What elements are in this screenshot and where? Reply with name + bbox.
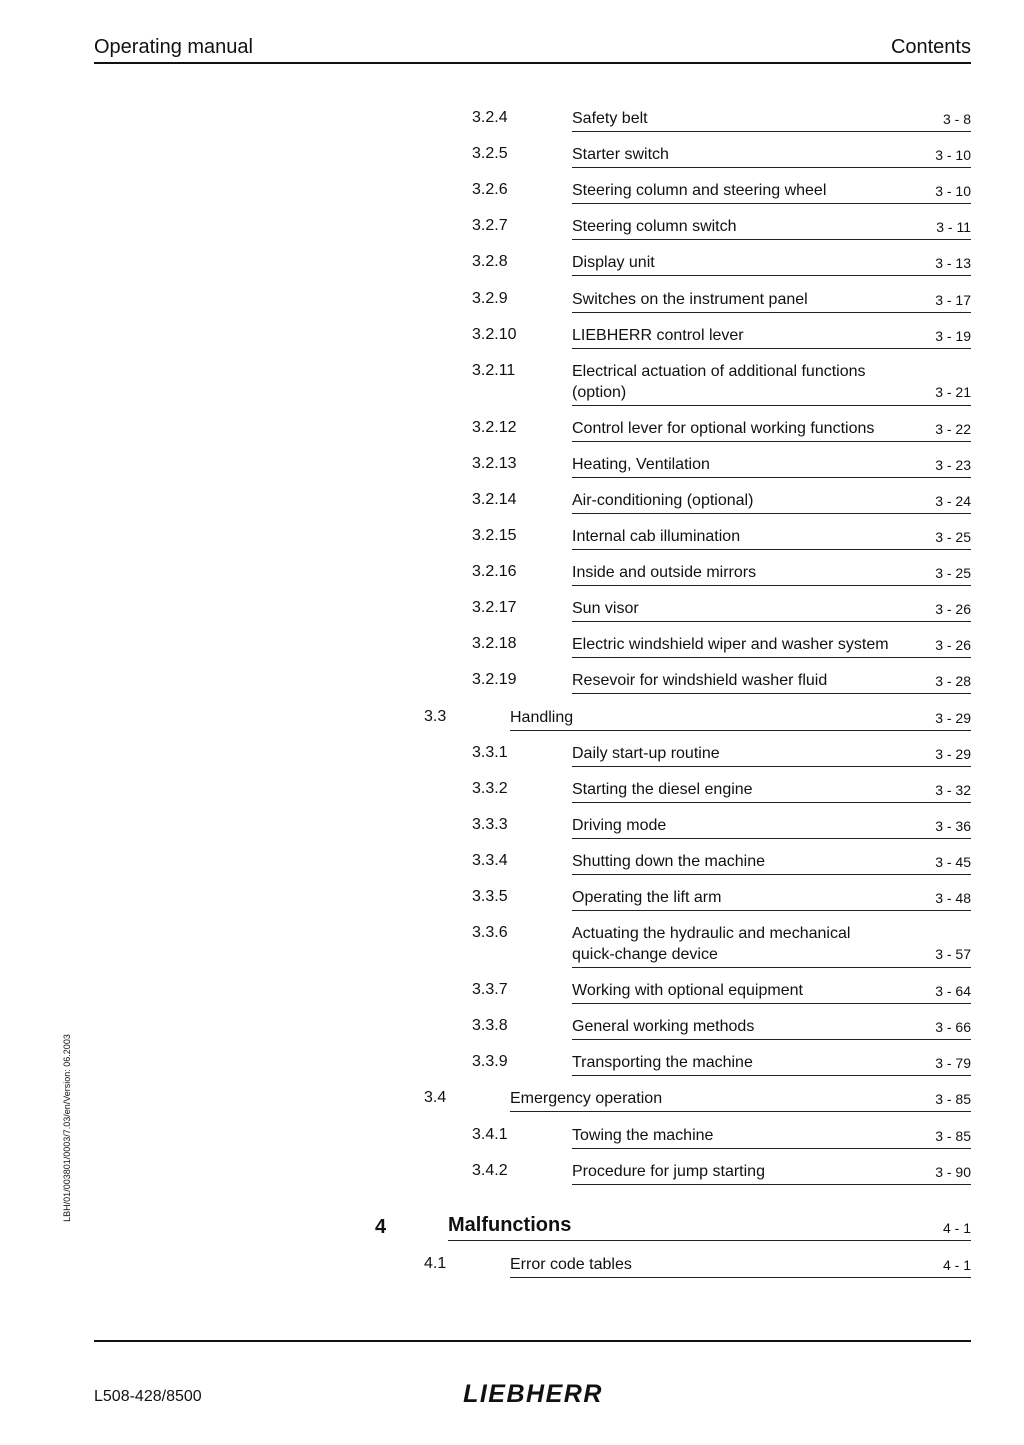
toc-entry-title: Daily start-up routine — [572, 744, 720, 762]
toc-entry-rule — [572, 1184, 971, 1185]
toc-entry-title: Heating, Ventilation — [572, 455, 710, 473]
toc-entry-number: 3.2.12 — [472, 418, 517, 436]
toc-entry-rule — [572, 766, 971, 767]
toc-entry-number: 3.3.4 — [472, 851, 508, 869]
liebherr-logo — [452, 1380, 614, 1406]
toc-entry-rule — [572, 513, 971, 514]
toc-entry-title: Procedure for jump starting — [572, 1162, 765, 1180]
toc-entry-title: Inside and outside mirrors — [572, 564, 757, 582]
toc-entry-number: 3.2.9 — [472, 289, 508, 307]
toc-entry-rule — [572, 1039, 971, 1040]
toc-entry-number: 3.2.4 — [472, 109, 508, 126]
toc-entry-page: 3 - 48 — [935, 890, 971, 906]
toc-entry-number: 4 — [375, 1215, 387, 1238]
toc-entry-rule — [572, 1003, 971, 1004]
toc-entry-page: 3 - 17 — [935, 291, 971, 308]
toc-entry-title: Control lever for optional working functions — [572, 419, 875, 437]
toc-entry-title: Starter switch — [572, 146, 669, 164]
footer-divider — [94, 1340, 971, 1342]
toc-entry-title: Error code tables — [510, 1255, 632, 1273]
toc-entry-page: 3 - 90 — [935, 1163, 971, 1180]
toc-entry-number: 3.3.9 — [472, 1053, 508, 1071]
toc-entry-title: Resevoir for windshield washer fluid — [572, 672, 828, 690]
toc-entry-number: 3.2.18 — [472, 635, 517, 653]
toc-entry-number: 3.2.14 — [472, 490, 517, 508]
toc-entry-page: 3 - 19 — [935, 327, 971, 344]
toc-entry-title: Internal cab illumination — [572, 528, 741, 545]
toc-entry-number: 3.2.17 — [472, 599, 517, 617]
toc-entry-page: 3 - 26 — [935, 601, 971, 618]
toc-entry-number: 3.2.11 — [472, 361, 516, 379]
model-number: L508-428/8500 — [94, 1388, 202, 1405]
toc-entry-page: 3 - 21 — [935, 383, 971, 400]
page-header — [94, 34, 971, 64]
toc-entry-page: 3 - 79 — [935, 1055, 971, 1072]
toc-entry-rule — [510, 730, 971, 731]
toc-entry-title: Sun visor — [572, 600, 639, 618]
toc-entry-page: 4 - 1 — [942, 1219, 971, 1236]
toc-entry-rule — [572, 693, 971, 694]
toc-entry-rule — [572, 838, 971, 839]
header-title: Operating manual — [94, 36, 253, 58]
toc-entry-page: 3 - 13 — [935, 255, 971, 272]
toc-entry-number: 3.2.19 — [472, 671, 517, 689]
toc-entry-title: Malfunctions — [448, 1213, 572, 1236]
toc-entry-page: 3 - 10 — [935, 183, 971, 200]
toc-entry-number: 3.3.3 — [472, 815, 508, 833]
toc-entry-rule — [572, 275, 971, 276]
toc-entry-rule — [572, 203, 971, 204]
toc-entry-rule — [572, 621, 971, 622]
toc-entry-rule — [572, 239, 971, 240]
toc-entry-number: 3.3.6 — [472, 924, 508, 942]
toc-entry-title: LIEBHERR control lever — [572, 326, 744, 344]
toc-entry-rule — [510, 1111, 971, 1112]
logo-text: LIEBHERR — [463, 1380, 603, 1406]
toc-entry-number: 3.2.16 — [472, 563, 517, 581]
toc-entry-title: Driving mode — [572, 816, 667, 834]
toc-entry-title: General working methods — [572, 1018, 755, 1036]
toc-entry-page: 3 - 57 — [935, 946, 971, 963]
toc-entry-page: 3 - 64 — [935, 983, 971, 1000]
toc-entry-title: Display unit — [572, 254, 655, 272]
toc-entry-rule — [572, 549, 971, 550]
toc-entry-rule — [572, 874, 971, 875]
toc-entry-title: Transporting the machine — [572, 1054, 753, 1072]
toc-entry-rule — [572, 131, 971, 132]
toc-entry-rule — [572, 585, 971, 586]
toc-entry-page: 3 - 25 — [935, 529, 971, 545]
toc-entry-page: 3 - 10 — [935, 147, 971, 164]
toc-entry-number: 3.4.1 — [472, 1125, 508, 1143]
toc-entry-page: 3 - 36 — [935, 817, 971, 834]
toc-entry-title: Steering column and steering wheel — [572, 182, 827, 200]
toc-entry-page: 3 - 85 — [935, 1127, 971, 1144]
toc-entry-page: 4 - 1 — [942, 1256, 971, 1273]
toc-entry-number: 4.1 — [424, 1254, 447, 1272]
toc-entry-page: 3 - 29 — [935, 745, 971, 762]
toc-entry-rule — [572, 441, 971, 442]
toc-entry-title: Air-conditioning (optional) — [572, 491, 754, 509]
toc-entry-number: 3.2.8 — [472, 253, 508, 271]
toc-entry-title: Steering column switch — [572, 218, 737, 236]
toc-entry-page: 3 - 85 — [935, 1091, 971, 1108]
toc-entry-number: 3.3.7 — [472, 981, 508, 999]
toc-entry-number: 3.2.7 — [472, 217, 508, 235]
toc-entry-page: 3 - 66 — [935, 1019, 971, 1036]
toc-entry-number: 3.3.1 — [472, 743, 508, 761]
toc-entry-title: Starting the diesel engine — [572, 780, 753, 798]
toc-entry-page: 3 - 23 — [935, 456, 971, 473]
toc-entry-rule — [572, 312, 971, 313]
toc-entry-title: Electrical actuation of additional functions (option) — [572, 362, 866, 401]
toc-entry-rule — [572, 1148, 971, 1149]
toc-entry-number: 3.2.13 — [472, 454, 517, 472]
toc-entry-page: 3 - 8 — [942, 111, 971, 127]
toc-entry-title: Electric windshield wiper and washer system — [572, 636, 889, 654]
toc-entry-page: 3 - 22 — [935, 420, 971, 437]
toc-entry-rule — [572, 348, 971, 349]
toc-entry-number: 3.2.5 — [472, 145, 508, 163]
toc-entry-rule — [448, 1240, 971, 1241]
toc-entry-page: 3 - 11 — [936, 219, 971, 236]
toc-entry-number: 3.3.2 — [472, 779, 508, 797]
toc-entry-page: 3 - 26 — [935, 637, 971, 654]
toc-entry-rule — [572, 405, 971, 406]
toc-entry-rule — [572, 910, 971, 911]
document-code: LBH/01/003801/0003/7.03/en/Version: 06.2003 — [62, 1034, 72, 1222]
toc-entry-page: 3 - 45 — [935, 853, 971, 870]
header-section: Contents — [890, 36, 971, 58]
toc-entry-number: 3.2.6 — [472, 181, 508, 199]
toc-entry-number: 3.3.8 — [472, 1017, 508, 1035]
toc-entry-page: 3 - 25 — [935, 565, 971, 582]
toc-entry-number: 3.3 — [424, 707, 447, 725]
toc-entry-rule — [572, 1075, 971, 1076]
toc-entry-number: 3.2.10 — [472, 325, 517, 343]
toc-entry-title: Shutting down the machine — [572, 852, 766, 870]
toc-entry-title: Switches on the instrument panel — [572, 290, 808, 308]
toc-entry-number: 3.3.5 — [472, 888, 508, 905]
toc-entry-rule — [572, 477, 971, 478]
toc-entry-rule — [572, 967, 971, 968]
toc-entry-title: Handling — [510, 708, 574, 726]
toc-entry-title: Emergency operation — [510, 1090, 663, 1108]
toc-entry-title: Actuating the hydraulic and mechanical quick-change device — [572, 925, 851, 964]
toc-entry-rule — [510, 1277, 971, 1278]
toc-entry-title: Safety belt — [572, 110, 648, 127]
toc-entry-page: 3 - 32 — [935, 781, 971, 798]
toc-entry-number: 3.4 — [424, 1089, 447, 1107]
toc-entry-rule — [572, 167, 971, 168]
toc-entry-title: Working with optional equipment — [572, 982, 803, 1000]
toc-entry-page: 3 - 28 — [935, 673, 971, 690]
toc-entry-number: 3.2.15 — [472, 527, 517, 544]
toc-entry-page: 3 - 29 — [935, 709, 971, 726]
toc-entry-page: 3 - 24 — [935, 492, 971, 509]
toc-entry-number: 3.4.2 — [472, 1161, 508, 1179]
toc-entry-rule — [572, 802, 971, 803]
toc-entry-rule — [572, 657, 971, 658]
toc-entry-title: Towing the machine — [572, 1126, 714, 1144]
toc-entry-title: Operating the lift arm — [572, 889, 722, 906]
